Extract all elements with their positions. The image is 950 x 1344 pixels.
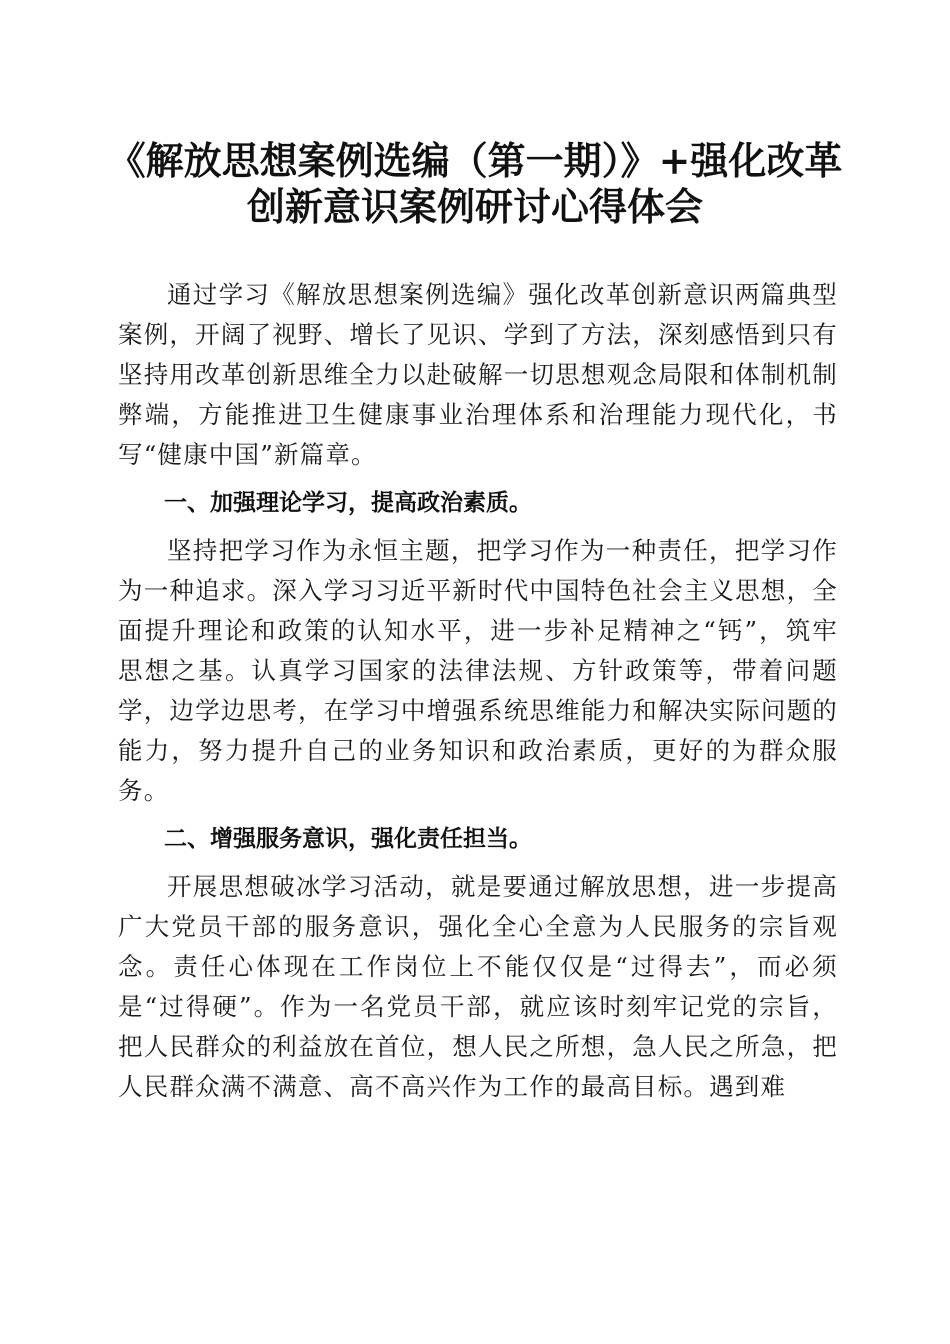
intro-paragraph: 通过学习《解放思想案例选编》强化改革创新意识两篇典型案例，开阔了视野、增长了见识、学到了方法，深刻感悟到只有坚持用改革创新思维全力以赴破解一切思想观念局限和体制机制弊端，方能推进卫生健康事业治理体系和治理能力现代化，书写“健康中国”新篇章。 (118, 280, 838, 469)
document-body (118, 275, 838, 1115)
title-line-2: 创新意识案例研讨心得体会 (246, 184, 703, 229)
section-1-paragraph: 坚持把学习作为永恒主题，把学习作为一种责任，把学习作为一种追求。深入学习习近平新时代中国特色社会主义思想，全面提升理论和政策的认知水平，进一步补足精神之“钙”，筑牢思想之基。认真学习国家的法律法规、方针政策等，带着问题学，边学边思考，在学习中增强系统思维能力和解决实际问题的能力，努力提升自己的业务知识和政治素质，更好的为群众服务。 (118, 536, 838, 805)
section-1-heading: 一、加强理论学习，提高政治素质。 (164, 490, 532, 516)
section-2-paragraph: 开展思想破冰学习活动，就是要通过解放思想，进一步提高广大党员干部的服务意识，强化全心全意为人民服务的宗旨观念。责任心体现在工作岗位上不能仅仅是“过得去”，而必须是“过得硬”。作为一名党员干部，就应该时刻牢记党的宗旨，把人民群众的利益放在首位，想人民之所想，急人民之所急，把人民群众满不满意、高不高兴作为工作的最高目标。遇到难 (118, 872, 838, 1101)
document-title (100, 138, 850, 230)
title-line-1: 《解放思想案例选编（第一期）》+强化改革 (107, 138, 843, 183)
section-2-heading: 二、增强服务意识，强化责任担当。 (164, 826, 532, 852)
